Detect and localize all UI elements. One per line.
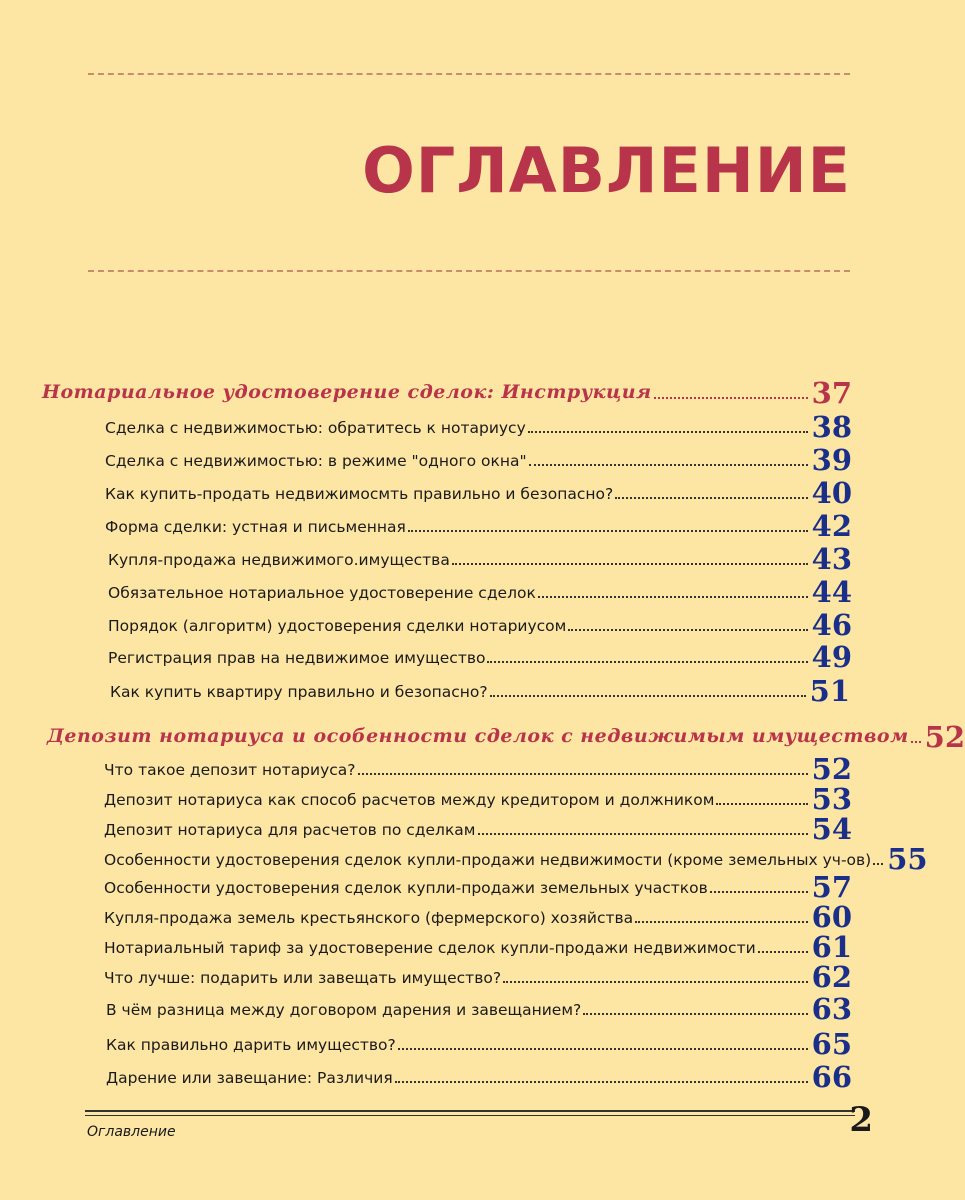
toc-entry-title: Что такое депозит нотариуса? (104, 761, 356, 779)
toc-entry[interactable] (104, 868, 852, 902)
toc-leader-dots (654, 397, 808, 399)
toc-leader-dots (408, 530, 808, 532)
toc-entry-title: Как правильно дарить имущество? (106, 1036, 396, 1054)
toc-leader-dots (873, 863, 883, 865)
toc-page-number: 52 (924, 720, 965, 754)
toc-page-number: 38 (811, 410, 852, 444)
toc-page-number: 62 (811, 960, 852, 994)
toc-page-number: 40 (811, 476, 852, 510)
toc-page-number: 46 (811, 608, 852, 642)
toc-entry[interactable] (105, 408, 852, 442)
toc-entry[interactable] (106, 1025, 852, 1059)
toc-entry[interactable] (104, 928, 852, 962)
toc-leader-dots (503, 981, 808, 983)
toc-entry[interactable] (106, 990, 852, 1024)
toc-entry-title: Как купить-продать недвижимосмть правильно и безопасно? (105, 485, 614, 503)
toc-leader-dots (758, 951, 808, 953)
footer-rule (85, 1110, 855, 1112)
toc-page-number: 37 (811, 376, 852, 410)
toc-leader-dots (911, 741, 921, 743)
toc-leader-dots (490, 695, 806, 697)
footer-page-number: 2 (849, 1100, 873, 1140)
toc-entry-title: Регистрация прав на недвижимое имущество (108, 649, 486, 667)
toc-section-entry[interactable] (42, 374, 852, 408)
toc-page-number: 53 (811, 782, 852, 816)
toc-leader-dots (528, 431, 808, 433)
toc-entry[interactable] (108, 638, 852, 672)
toc-page-number: 43 (811, 542, 852, 576)
toc-leader-dots (568, 629, 807, 631)
toc-entry[interactable] (108, 540, 852, 574)
toc-entry-title: Купля-продажа земель крестьянского (фермерского) хозяйства (104, 909, 634, 927)
footer-rule-thin (85, 1115, 855, 1116)
toc-entry[interactable] (105, 441, 852, 475)
toc-leader-dots (635, 921, 807, 923)
toc-entry-title: Депозит нотариуса для расчетов по сделкам (104, 821, 476, 839)
toc-leader-dots (710, 891, 808, 893)
toc-leader-dots (358, 773, 808, 775)
toc-leader-dots (583, 1013, 807, 1015)
toc-page-number: 54 (811, 812, 852, 846)
toc-entry[interactable] (108, 573, 852, 607)
toc-page-number: 42 (811, 509, 852, 543)
toc-entry[interactable] (104, 898, 852, 932)
toc-page-number: 44 (811, 575, 852, 609)
toc-entry-title: Особенности удостоверения сделок купли-продажи земельных участков (104, 879, 708, 897)
toc-entry-title: Форма сделки: устная и письменная (105, 518, 406, 536)
toc-page-number: 52 (811, 752, 852, 786)
toc-leader-dots (452, 563, 808, 565)
toc-entry[interactable] (105, 474, 852, 508)
toc-leader-dots (716, 803, 807, 805)
toc-leader-dots (398, 1048, 808, 1050)
toc-page-number: 61 (811, 930, 852, 964)
footer-label: Оглавление (87, 1124, 176, 1140)
toc-entry-title: Депозит нотариуса как способ расчетов между кредитором и должником (104, 791, 715, 809)
toc-leader-dots (487, 661, 807, 663)
toc-entry[interactable] (104, 958, 852, 992)
toc-entry-title: Дарение или завещание: Различия (106, 1069, 393, 1087)
toc-leader-dots (529, 464, 808, 466)
toc-entry-title: Нотариальный тариф за удостоверение сделок купли-продажи недвижимости (104, 939, 756, 957)
toc-leader-dots (538, 596, 808, 598)
toc-entry-title: Порядок (алгоритм) удостоверения сделки нотариусом (108, 617, 567, 635)
toc-entry-title: Сделка с недвижимостью: в режиме "одного окна" (105, 452, 527, 470)
toc-entry[interactable] (108, 606, 852, 640)
toc-entry-title: Нотариальное удостоверение сделок: Инструкция (42, 381, 652, 403)
toc-page-number: 39 (811, 443, 852, 477)
toc-leader-dots (478, 833, 808, 835)
toc-entry[interactable] (105, 507, 852, 541)
toc-entry-title: Купля-продажа недвижимого.имущества (108, 551, 450, 569)
toc-page-number: 65 (811, 1027, 852, 1061)
toc-entry-title: В чём разница между договором дарения и завещанием? (106, 1001, 582, 1019)
toc-entry[interactable] (106, 1058, 852, 1092)
toc-entry[interactable] (104, 750, 852, 784)
toc-section-entry[interactable] (47, 718, 965, 754)
toc-entry-title: Особенности удостоверения сделок купли-продажи недвижимости (кроме земельных уч-ов) (104, 851, 872, 869)
toc-entry-title: Что лучше: подарить или завещать имущество? (104, 969, 502, 987)
toc-leader-dots (615, 497, 807, 499)
toc-entry[interactable] (110, 672, 850, 706)
toc-entry-title: Как купить квартиру правильно и безопасно? (110, 683, 488, 701)
toc-entry-title: Депозит нотариуса и особенности сделок с недвижимым имуществом (47, 725, 909, 747)
toc-page-number: 57 (811, 870, 852, 904)
toc-page-number: 63 (811, 992, 852, 1026)
toc-page-number: 55 (887, 842, 928, 876)
toc-page-number: 60 (811, 900, 852, 934)
toc-entry[interactable] (104, 810, 852, 844)
toc-page-number: 66 (811, 1060, 852, 1094)
toc-entry[interactable] (104, 780, 852, 814)
page-title: ОГЛАВЛЕНИЕ (362, 134, 851, 207)
toc-entry-title: Сделка с недвижимостью: обратитесь к нотариусу (105, 419, 526, 437)
toc-page-number: 51 (809, 674, 850, 708)
toc-leader-dots (395, 1081, 808, 1083)
toc-page-number: 49 (811, 640, 852, 674)
toc-entry-title: Обязательное нотариальное удостоверение сделок (108, 584, 536, 602)
